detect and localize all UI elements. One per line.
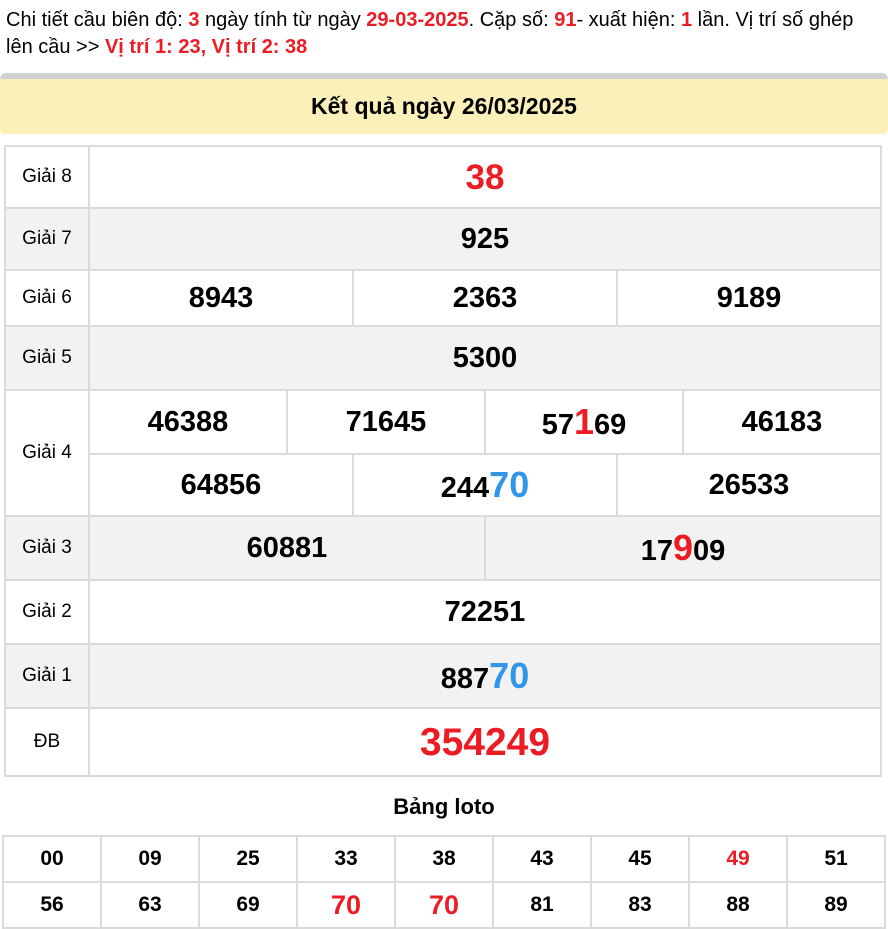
loto-cell: 70 bbox=[395, 882, 493, 928]
digits: 2363 bbox=[452, 281, 518, 314]
loto-cell: 00 bbox=[3, 836, 101, 882]
highlighted-digits: 1 bbox=[573, 401, 595, 442]
prize-number-cell bbox=[90, 327, 880, 389]
results-table bbox=[4, 145, 882, 777]
highlighted-digits: 9 bbox=[672, 527, 694, 568]
highlighted-digits: 70 bbox=[489, 655, 530, 696]
prize-label: Giải 7 bbox=[6, 209, 90, 269]
prize-line bbox=[90, 271, 880, 325]
results-date-title: Kết quả ngày 26/03/2025 bbox=[0, 79, 888, 134]
note-segment: 91 bbox=[554, 9, 577, 31]
digits: 46183 bbox=[741, 405, 823, 438]
loto-cell: 43 bbox=[493, 836, 591, 882]
digits: 5300 bbox=[452, 341, 518, 374]
prize-number bbox=[419, 720, 551, 764]
prize-number bbox=[180, 468, 262, 501]
digits: 925 bbox=[460, 222, 510, 255]
prize-number bbox=[440, 464, 530, 505]
prize-number-cell bbox=[90, 455, 352, 515]
digits: 26533 bbox=[708, 468, 790, 501]
prize-number bbox=[465, 157, 505, 197]
loto-cell: 89 bbox=[787, 882, 885, 928]
prize-line bbox=[90, 581, 880, 643]
prize-line bbox=[90, 709, 880, 775]
note-segment: - xuất hiện: bbox=[576, 9, 681, 31]
prize-lines bbox=[90, 271, 880, 325]
loto-cell: 45 bbox=[591, 836, 689, 882]
prize-line bbox=[90, 517, 880, 579]
prize-line bbox=[90, 391, 880, 453]
prize-row bbox=[6, 581, 880, 645]
digits: 64856 bbox=[180, 468, 262, 501]
loto-table bbox=[2, 835, 886, 929]
prize-number bbox=[640, 527, 726, 568]
loto-cell: 38 bbox=[395, 836, 493, 882]
loto-cell: 81 bbox=[493, 882, 591, 928]
prize-row bbox=[6, 709, 880, 777]
prize-line bbox=[90, 327, 880, 389]
note-segment: . Cặp số: bbox=[468, 9, 555, 31]
prize-number bbox=[741, 405, 823, 438]
prize-number-cell bbox=[616, 455, 880, 515]
digits: 8943 bbox=[188, 281, 254, 314]
results-card bbox=[0, 73, 888, 134]
highlighted-digits: 70 bbox=[489, 464, 530, 505]
prize-number bbox=[440, 655, 530, 696]
prize-row bbox=[6, 645, 880, 709]
loto-cell: 88 bbox=[689, 882, 787, 928]
note-segment: 3 bbox=[188, 9, 200, 31]
highlighted-digits: 38 bbox=[465, 157, 505, 197]
prize-lines bbox=[90, 391, 880, 515]
digits: 71645 bbox=[345, 405, 427, 438]
prize-number-cell bbox=[484, 391, 682, 453]
prize-number-cell bbox=[352, 271, 616, 325]
prize-number bbox=[708, 468, 790, 501]
prize-number-cell bbox=[90, 517, 484, 579]
loto-cell: 33 bbox=[297, 836, 395, 882]
prize-label: Giải 1 bbox=[6, 645, 90, 707]
prize-lines bbox=[90, 209, 880, 269]
prize-number-cell bbox=[682, 391, 880, 453]
digits: 9189 bbox=[716, 281, 782, 314]
prize-number bbox=[345, 405, 427, 438]
prize-number bbox=[188, 281, 254, 314]
prize-number-cell bbox=[90, 271, 352, 325]
prize-label: Giải 6 bbox=[6, 271, 90, 325]
digits: 887 bbox=[440, 663, 490, 695]
prize-number bbox=[452, 341, 518, 374]
prize-line bbox=[90, 645, 880, 707]
prize-line bbox=[90, 209, 880, 269]
prize-lines bbox=[90, 517, 880, 579]
prize-label: Giải 4 bbox=[6, 391, 90, 515]
prize-number bbox=[246, 531, 328, 564]
note-segment: 1 bbox=[680, 9, 693, 31]
prize-row bbox=[6, 517, 880, 581]
prize-lines bbox=[90, 645, 880, 707]
digits: 69 bbox=[594, 409, 627, 441]
note-segment: lần. Vị trí số ghép lên cầu >> bbox=[6, 9, 854, 58]
note-segment: Vị trí 1: 23, Vị trí 2: 38 bbox=[104, 36, 308, 58]
prize-number-cell bbox=[90, 581, 880, 643]
bridge-detail-note bbox=[0, 0, 888, 65]
prize-number-cell bbox=[90, 709, 880, 775]
prize-lines bbox=[90, 147, 880, 207]
digits: 244 bbox=[440, 472, 490, 504]
prize-lines bbox=[90, 709, 880, 775]
prize-lines bbox=[90, 327, 880, 389]
loto-cell: 69 bbox=[199, 882, 297, 928]
digits: 09 bbox=[693, 535, 726, 567]
digits: 60881 bbox=[246, 531, 328, 564]
loto-cell: 83 bbox=[591, 882, 689, 928]
highlighted-digits: 354249 bbox=[419, 720, 551, 764]
prize-number bbox=[444, 595, 526, 628]
prize-number-cell bbox=[90, 391, 286, 453]
digits: 17 bbox=[640, 535, 673, 567]
prize-lines bbox=[90, 581, 880, 643]
digits: 72251 bbox=[444, 595, 526, 628]
prize-line bbox=[90, 147, 880, 207]
prize-label: ĐB bbox=[6, 709, 90, 775]
prize-label: Giải 2 bbox=[6, 581, 90, 643]
note-segment: ngày tính từ ngày bbox=[199, 9, 367, 31]
prize-number-cell bbox=[616, 271, 880, 325]
prize-number bbox=[716, 281, 782, 314]
loto-cell: 09 bbox=[101, 836, 199, 882]
prize-number-cell bbox=[90, 209, 880, 269]
digits: 46388 bbox=[147, 405, 229, 438]
note-segment: Chi tiết cầu biên độ: bbox=[6, 9, 189, 31]
prize-row bbox=[6, 327, 880, 391]
prize-line bbox=[90, 453, 880, 515]
loto-cell: 70 bbox=[297, 882, 395, 928]
prize-label: Giải 5 bbox=[6, 327, 90, 389]
prize-row bbox=[6, 391, 880, 517]
loto-cell: 49 bbox=[689, 836, 787, 882]
prize-row bbox=[6, 209, 880, 271]
note-segment: 29-03-2025 bbox=[366, 9, 469, 31]
digits: 57 bbox=[541, 409, 574, 441]
prize-row bbox=[6, 271, 880, 327]
prize-row bbox=[6, 147, 880, 209]
loto-row bbox=[3, 882, 885, 928]
prize-label: Giải 8 bbox=[6, 147, 90, 207]
prize-number-cell bbox=[90, 147, 880, 207]
prize-number bbox=[541, 401, 627, 442]
loto-cell: 63 bbox=[101, 882, 199, 928]
loto-cell: 56 bbox=[3, 882, 101, 928]
prize-number-cell bbox=[352, 455, 616, 515]
loto-cell: 25 bbox=[199, 836, 297, 882]
loto-cell: 51 bbox=[787, 836, 885, 882]
prize-label: Giải 3 bbox=[6, 517, 90, 579]
prize-number bbox=[452, 281, 518, 314]
loto-title: Bảng loto bbox=[393, 794, 495, 819]
loto-row bbox=[3, 836, 885, 882]
prize-number-cell bbox=[286, 391, 484, 453]
prize-number-cell bbox=[90, 645, 880, 707]
prize-number-cell bbox=[484, 517, 880, 579]
prize-number bbox=[460, 222, 510, 255]
prize-number bbox=[147, 405, 229, 438]
